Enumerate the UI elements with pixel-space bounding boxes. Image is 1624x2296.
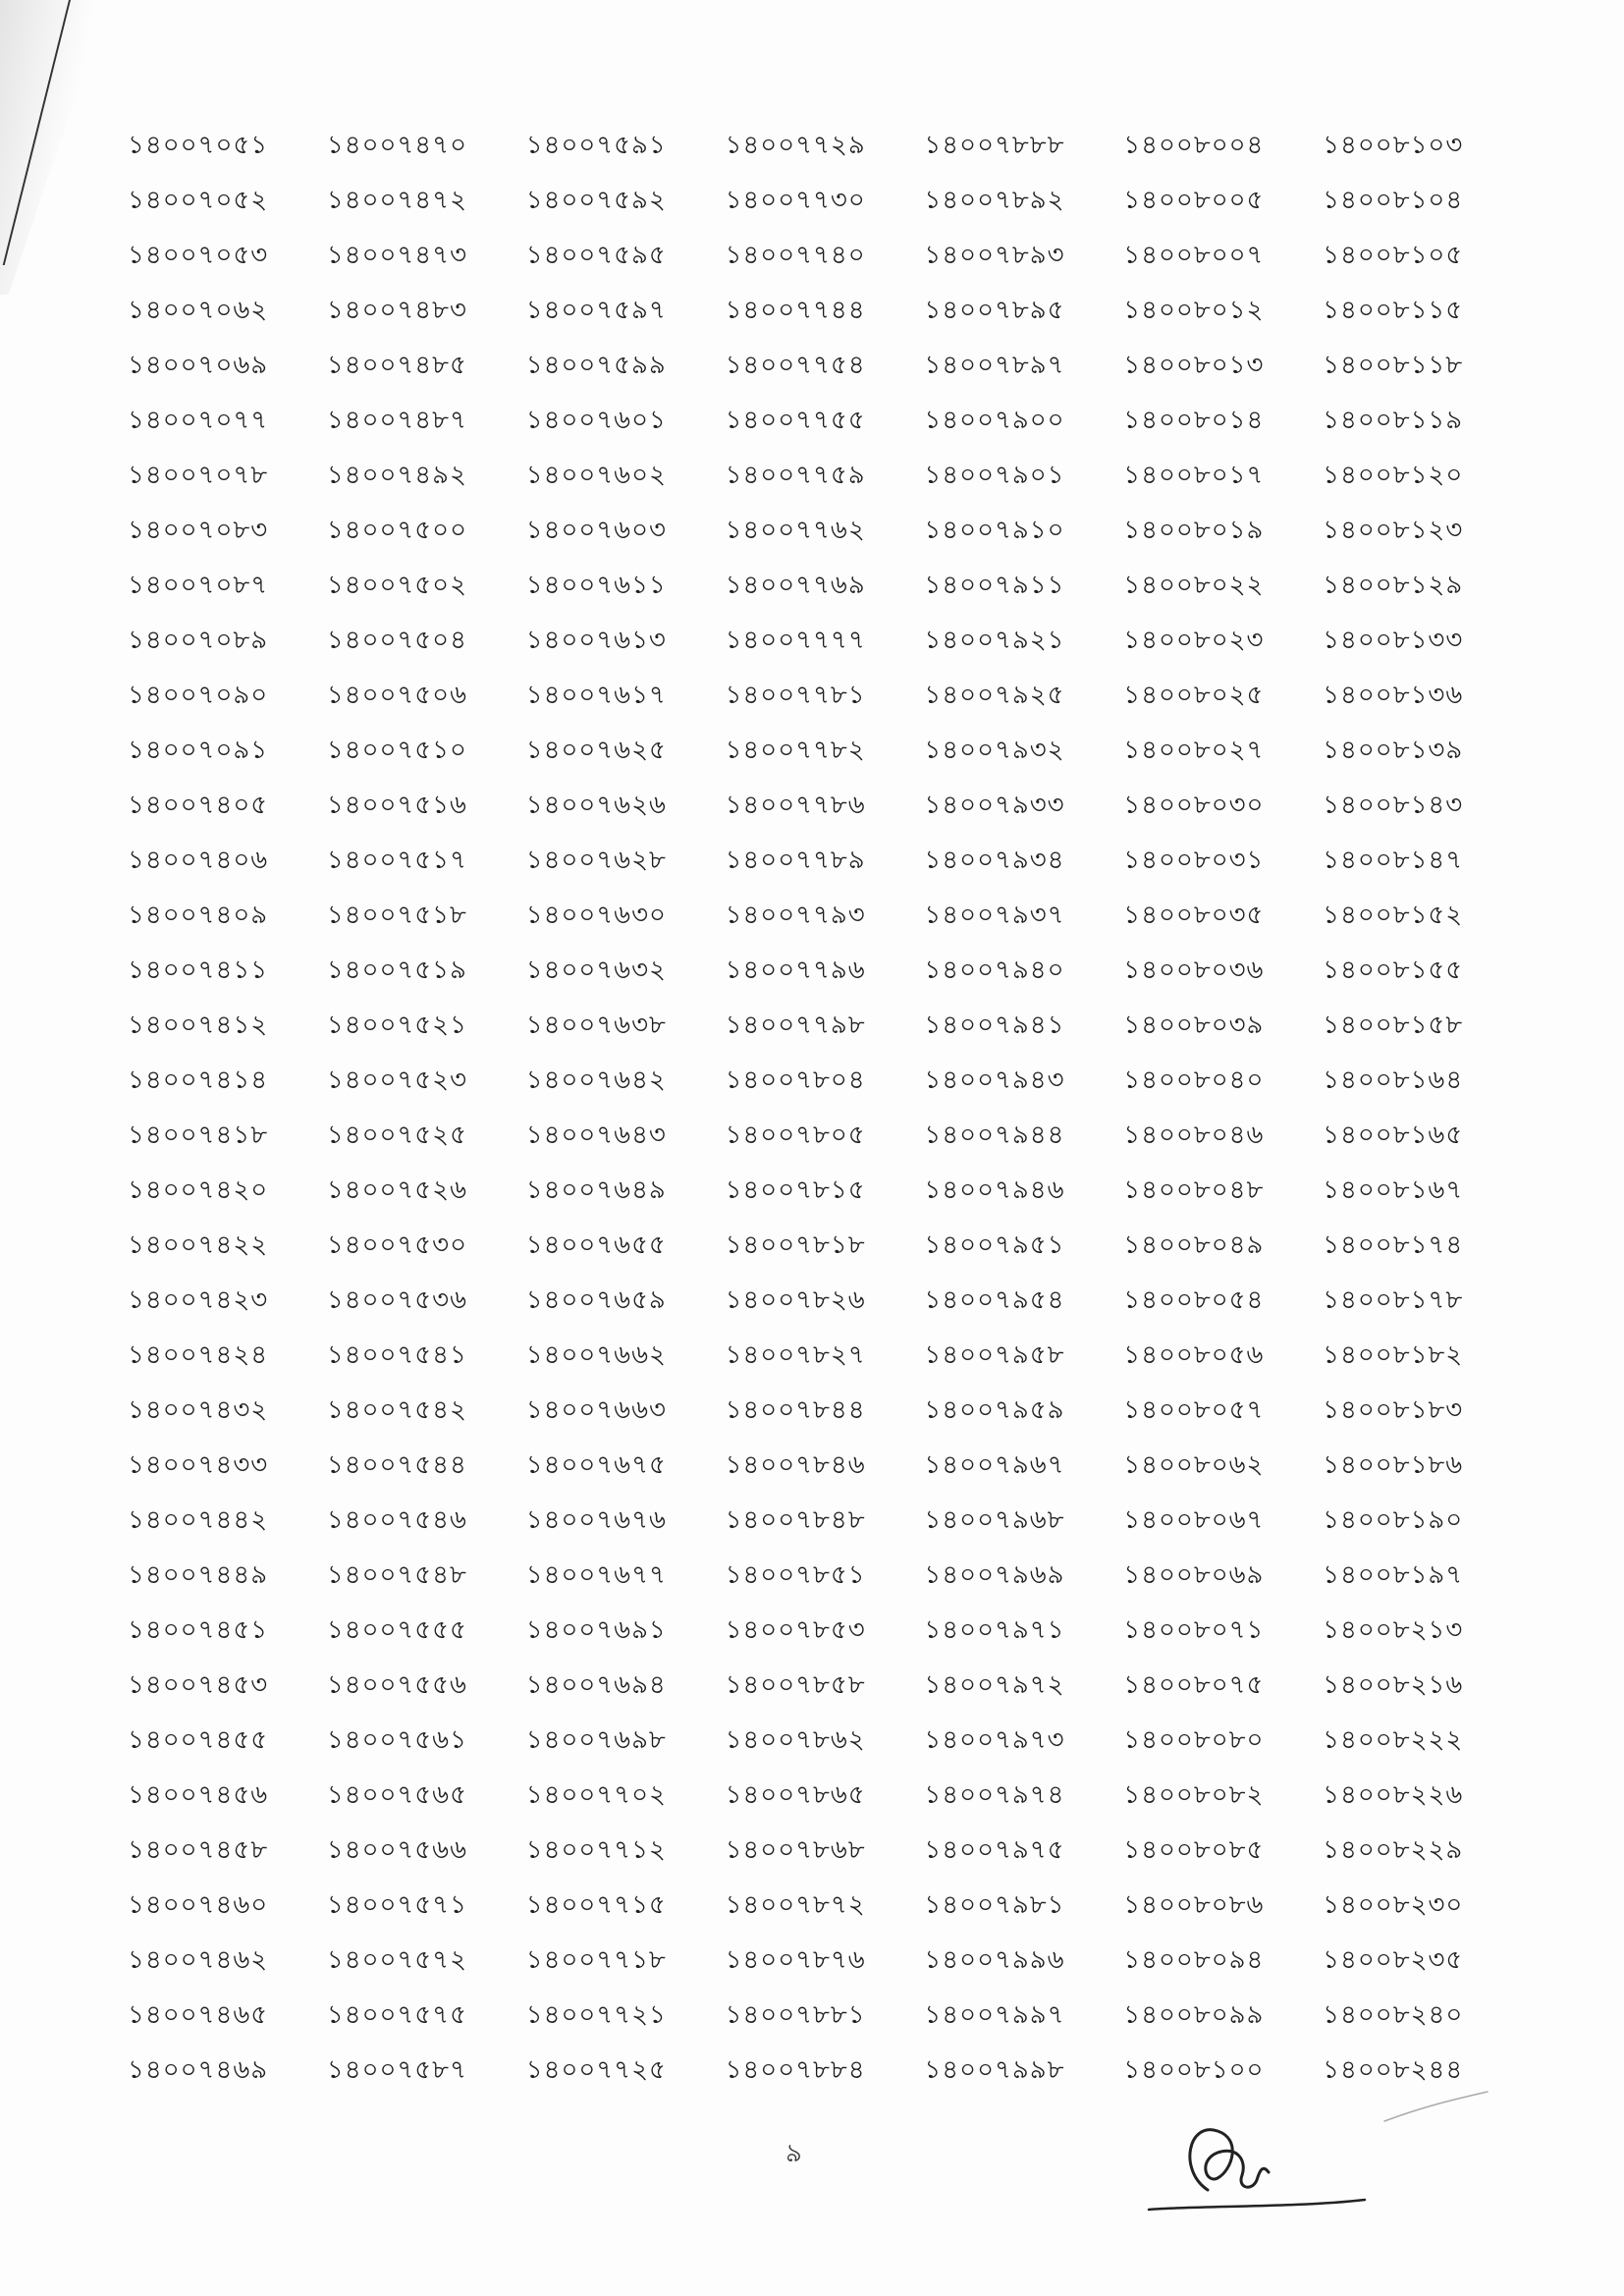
- roll-number-cell: ১৪০০৭৪৬৫: [128, 2000, 269, 2030]
- roll-number-cell: ১৪০০৭৬৯১: [525, 1615, 667, 1645]
- roll-number-cell: ১৪০০৮০৭৫: [1123, 1670, 1265, 1700]
- roll-number-cell: ১৪০০৭৯৫৪: [924, 1285, 1065, 1315]
- roll-number-cell: ১৪০০৭৫৮৭: [326, 2055, 467, 2085]
- roll-number-cell: ১৪০০৭৪১৪: [128, 1066, 269, 1095]
- roll-number-cell: ১৪০০৮০১৩: [1123, 351, 1265, 380]
- roll-number-cell: ১৪০০৭৬৭৭: [525, 1560, 667, 1590]
- roll-number-cell: ১৪০০৭৬৫৯: [525, 1285, 667, 1315]
- roll-number-cell: ১৪০০৮১০৫: [1323, 241, 1464, 270]
- roll-number-cell: ১৪০০৭০৮৩: [128, 516, 269, 545]
- roll-number-cell: ১৪০০৮১০৩: [1323, 131, 1464, 160]
- roll-number-cell: ১৪০০৭৫০৪: [326, 626, 467, 655]
- roll-number-cell: ১৪০০৭৪৫৮: [128, 1835, 269, 1865]
- roll-number-cell: ১৪০০৭৬১১: [525, 571, 667, 600]
- roll-number-cell: ১৪০০৭৮১৮: [725, 1230, 866, 1260]
- roll-number-cell: ১৪০০৭৫৫৬: [326, 1670, 467, 1700]
- roll-number-cell: ১৪০০৭৮৯৭: [924, 351, 1065, 380]
- roll-number-cell: ১৪০০৭৬২৬: [525, 791, 667, 820]
- roll-number-cell: ১৪০০৮০২৩: [1123, 626, 1265, 655]
- roll-number-cell: ১৪০০৭৬৭৫: [525, 1450, 667, 1480]
- roll-number-cell: ১৪০০৮১২০: [1323, 461, 1464, 490]
- roll-number-cell: ১৪০০৭৯৯৮: [924, 2055, 1065, 2085]
- roll-number-cell: ১৪০০৭৯২৫: [924, 681, 1065, 710]
- roll-number-cell: ১৪০০৭৫৫৫: [326, 1615, 467, 1645]
- roll-number-cell: ১৪০০৭৮৮৮: [924, 131, 1065, 160]
- roll-number-cell: ১৪০০৭০৫১: [128, 131, 269, 160]
- roll-number-cell: ১৪০০৭৪৬০: [128, 1890, 269, 1920]
- roll-number-cell: ১৪০০৭৭৯৬: [725, 956, 866, 985]
- roll-number-cell: ১৪০০৮২৪৪: [1323, 2055, 1464, 2085]
- roll-number-cell: ১৪০০৭৬৫৫: [525, 1230, 667, 1260]
- roll-number-cell: ১৪০০৭৮৬২: [725, 1725, 866, 1755]
- page-number: ৯: [785, 2139, 802, 2168]
- roll-number-cell: ১৪০০৮২৩০: [1323, 1890, 1464, 1920]
- roll-number-cell: ১৪০০৭৫০০: [326, 516, 467, 545]
- roll-number-cell: ১৪০০৭৪১৮: [128, 1121, 269, 1150]
- roll-number-cell: ১৪০০৮১৭৮: [1323, 1285, 1464, 1315]
- roll-number-cell: ১৪০০৭৫২১: [326, 1011, 467, 1040]
- roll-number-cell: ১৪০০৭৪৪৯: [128, 1560, 269, 1590]
- roll-number-cell: ১৪০০৮১৩৬: [1323, 681, 1464, 710]
- roll-number-cell: ১৪০০৭৫৯৯: [525, 351, 667, 380]
- roll-number-cell: ১৪০০৭৫০৬: [326, 681, 467, 710]
- roll-number-cell: ১৪০০৭৬৪২: [525, 1066, 667, 1095]
- roll-number-cell: ১৪০০৭৭৮১: [725, 681, 866, 710]
- roll-number-cell: ১৪০০৭৪১২: [128, 1011, 269, 1040]
- roll-number-cell: ১৪০০৭৯৭২: [924, 1670, 1065, 1700]
- roll-number-cell: ১৪০০৭৬৩০: [525, 901, 667, 930]
- roll-number-cell: ১৪০০৭৫৭২: [326, 1945, 467, 1975]
- roll-number-cell: ১৪০০৭৯৬৮: [924, 1505, 1065, 1535]
- roll-number-cell: ১৪০০৭৫৪১: [326, 1340, 467, 1370]
- roll-number-cell: ১৪০০৮১৫৫: [1323, 956, 1464, 985]
- roll-number-cell: ১৪০০৭৬১৭: [525, 681, 667, 710]
- roll-number-cell: ১৪০০৮০৮৫: [1123, 1835, 1265, 1865]
- roll-number-cell: ১৪০০৭৮৭৬: [725, 1945, 866, 1975]
- roll-number-cell: ১৪০০৭৯৪৬: [924, 1175, 1065, 1205]
- roll-number-cell: ১৪০০৮০৬৭: [1123, 1505, 1265, 1535]
- roll-number-cell: ১৪০০৭৫৬১: [326, 1725, 467, 1755]
- roll-number-cell: ১৪০০৮০৫৭: [1123, 1395, 1265, 1425]
- roll-number-cell: ১৪০০৭৪২৩: [128, 1285, 269, 1315]
- roll-number-cell: ১৪০০৭৪৫১: [128, 1615, 269, 1645]
- roll-number-cell: ১৪০০৭৫৯২: [525, 186, 667, 215]
- roll-number-cell: ১৪০০৭৪৩৩: [128, 1450, 269, 1480]
- roll-number-cell: ১৪০০৭৯৩৪: [924, 846, 1065, 875]
- roll-number-cell: ১৪০০৮০৮০: [1123, 1725, 1265, 1755]
- roll-number-cell: ১৪০০৭৯৪১: [924, 1011, 1065, 1040]
- roll-number-cell: ১৪০০৮১৬৪: [1323, 1066, 1464, 1095]
- roll-number-cell: ১৪০০৭৮৭২: [725, 1890, 866, 1920]
- roll-number-cell: ১৪০০৭৯২১: [924, 626, 1065, 655]
- roll-number-cell: ১৪০০৮১৪৩: [1323, 791, 1464, 820]
- roll-number-cell: ১৪০০৮১৭৪: [1323, 1230, 1464, 1260]
- roll-number-cell: ১৪০০৭৯০০: [924, 406, 1065, 435]
- roll-number-cell: ১৪০০৭৭৩০: [725, 186, 866, 215]
- roll-number-cell: ১৪০০৭৫১৬: [326, 791, 467, 820]
- page-fold-shadow: [0, 0, 108, 295]
- roll-number-cell: ১৪০০৭৭৭৭: [725, 626, 866, 655]
- roll-number-cell: ১৪০০৭৭৫৯: [725, 461, 866, 490]
- roll-number-cell: ১৪০০৮১৬৭: [1323, 1175, 1464, 1205]
- roll-number-cell: ১৪০০৭৭৯৮: [725, 1011, 866, 1040]
- roll-number-cell: ১৪০০৭৬০৩: [525, 516, 667, 545]
- roll-number-cell: ১৪০০৭৫৪২: [326, 1395, 467, 1425]
- roll-number-cell: ১৪০০৭৯৪৪: [924, 1121, 1065, 1150]
- roll-number-cell: ১৪০০৮২৪০: [1323, 2000, 1464, 2030]
- roll-number-cell: ১৪০০৭০৯১: [128, 736, 269, 765]
- roll-number-cell: ১৪০০৭৬৩৮: [525, 1011, 667, 1040]
- roll-number-cell: ১৪০০৭৯৭৫: [924, 1835, 1065, 1865]
- roll-number-cell: ১৪০০৭৭২৫: [525, 2055, 667, 2085]
- roll-number-cell: ১৪০০৭৯৪৩: [924, 1066, 1065, 1095]
- roll-number-cell: ১৪০০৮১৫২: [1323, 901, 1464, 930]
- roll-number-cell: ১৪০০৭৬১৩: [525, 626, 667, 655]
- roll-number-cell: ১৪০০৮০১৪: [1123, 406, 1265, 435]
- roll-number-cell: ১৪০০৭৬৪৩: [525, 1121, 667, 1150]
- roll-number-cell: ১৪০০৭৮০৪: [725, 1066, 866, 1095]
- roll-number-cell: ১৪০০৭৭৮২: [725, 736, 866, 765]
- roll-number-cell: ১৪০০৭৪৮৭: [326, 406, 467, 435]
- roll-number-cell: ১৪০০৭৭৫৫: [725, 406, 866, 435]
- roll-number-cell: ১৪০০৭৮৬৫: [725, 1780, 866, 1810]
- roll-number-cell: ১৪০০৭৯৯৭: [924, 2000, 1065, 2030]
- roll-number-cell: ১৪০০৮০২২: [1123, 571, 1265, 600]
- roll-number-cell: ১৪০০৭৯৫৯: [924, 1395, 1065, 1425]
- roll-number-cell: ১৪০০৮০৩০: [1123, 791, 1265, 820]
- roll-number-cell: ১৪০০৭০৬৯: [128, 351, 269, 380]
- roll-number-cell: ১৪০০৭৪১১: [128, 956, 269, 985]
- roll-number-cell: ১৪০০৭০৮৯: [128, 626, 269, 655]
- roll-number-cell: ১৪০০৮১৮৩: [1323, 1395, 1464, 1425]
- roll-number-cell: ১৪০০৮১২৯: [1323, 571, 1464, 600]
- roll-number-cell: ১৪০০৮০৫৪: [1123, 1285, 1265, 1315]
- roll-number-cell: ১৪০০৭৬৩২: [525, 956, 667, 985]
- roll-number-cell: ১৪০০৮০০৫: [1123, 186, 1265, 215]
- roll-number-cell: ১৪০০৭৯৯৬: [924, 1945, 1065, 1975]
- roll-number-cell: ১৪০০৭৬৯৪: [525, 1670, 667, 1700]
- roll-number-cell: ১৪০০৭৯৭৪: [924, 1780, 1065, 1810]
- roll-number-cell: ১৪০০৭৬৭৬: [525, 1505, 667, 1535]
- roll-number-cell: ১৪০০৮০০৭: [1123, 241, 1265, 270]
- roll-number-cell: ১৪০০৭৪০৫: [128, 791, 269, 820]
- roll-number-cell: ১৪০০৭৯১০: [924, 516, 1065, 545]
- roll-number-cell: ১৪০০৭৮৫৩: [725, 1615, 866, 1645]
- roll-number-cell: ১৪০০৭৬৬২: [525, 1340, 667, 1370]
- roll-number-cell: ১৪০০৮০১২: [1123, 296, 1265, 325]
- roll-number-cell: ১৪০০৭৫৭১: [326, 1890, 467, 1920]
- roll-number-cell: ১৪০০৭৬৯৮: [525, 1725, 667, 1755]
- roll-number-cell: ১৪০০৭৭৮৬: [725, 791, 866, 820]
- roll-number-cell: ১৪০০৭৭৬২: [725, 516, 866, 545]
- roll-number-cell: ১৪০০৭০৫৩: [128, 241, 269, 270]
- roll-number-cell: ১৪০০৭৬০২: [525, 461, 667, 490]
- roll-number-cell: ১৪০০৭৯৫৮: [924, 1340, 1065, 1370]
- roll-number-cell: ১৪০০৭৭৪০: [725, 241, 866, 270]
- roll-number-cell: ১৪০০৮১৯০: [1323, 1505, 1464, 1535]
- roll-number-cell: ১৪০০৮২২৬: [1323, 1780, 1464, 1810]
- roll-number-cell: ১৪০০৭৮২৬: [725, 1285, 866, 1315]
- roll-number-cell: ১৪০০৮১৮৬: [1323, 1450, 1464, 1480]
- roll-number-cell: ১৪০০৮০৪৬: [1123, 1121, 1265, 1150]
- roll-number-cell: ১৪০০৭০৯০: [128, 681, 269, 710]
- roll-number-cell: ১৪০০৮২২২: [1323, 1725, 1464, 1755]
- roll-number-cell: ১৪০০৭৮৪৪: [725, 1395, 866, 1425]
- roll-number-cell: ১৪০০৮১৪৭: [1323, 846, 1464, 875]
- roll-number-cell: ১৪০০৭০৬২: [128, 296, 269, 325]
- roll-number-cell: ১৪০০৭৮৫৮: [725, 1670, 866, 1700]
- roll-number-cell: ১৪০০৭৬২৫: [525, 736, 667, 765]
- roll-number-cell: ১৪০০৮১০০: [1123, 2055, 1265, 2085]
- roll-number-cell: ১৪০০৭৬০১: [525, 406, 667, 435]
- roll-number-cell: ১৪০০৮০৪৯: [1123, 1230, 1265, 1260]
- roll-number-cell: ১৪০০৮০১৯: [1123, 516, 1265, 545]
- roll-number-cell: ১৪০০৭৯৭৩: [924, 1725, 1065, 1755]
- roll-number-cell: ১৪০০৮০৬৯: [1123, 1560, 1265, 1590]
- roll-number-cell: ১৪০০৭৪৭৩: [326, 241, 467, 270]
- roll-number-cell: ১৪০০৮১১৯: [1323, 406, 1464, 435]
- roll-number-cell: ১৪০০৭৮৪৮: [725, 1505, 866, 1535]
- roll-number-cell: ১৪০০৭৮২৭: [725, 1340, 866, 1370]
- roll-number-cell: ১৪০০৭৫৯৫: [525, 241, 667, 270]
- roll-number-cell: ১৪০০৭৫২৩: [326, 1066, 467, 1095]
- roll-number-cell: ১৪০০৭৪২৪: [128, 1340, 269, 1370]
- roll-number-cell: ১৪০০৭৮৮৪: [725, 2055, 866, 2085]
- roll-number-cell: ১৪০০৭০৮৭: [128, 571, 269, 600]
- roll-number-cell: ১৪০০৭৫৭৫: [326, 2000, 467, 2030]
- roll-number-cell: ১৪০০৭৫৩০: [326, 1230, 467, 1260]
- roll-number-cell: ১৪০০৭৮৯২: [924, 186, 1065, 215]
- roll-number-cell: ১৪০০৭৪৬৯: [128, 2055, 269, 2085]
- roll-number-cell: ১৪০০৭৯৫১: [924, 1230, 1065, 1260]
- roll-number-cell: ১৪০০৭৯৩৭: [924, 901, 1065, 930]
- roll-number-cell: ১৪০০৭৫৪৮: [326, 1560, 467, 1590]
- roll-number-cell: ১৪০০৮০৮৬: [1123, 1890, 1265, 1920]
- roll-number-cell: ১৪০০৭৫৬৬: [326, 1835, 467, 1865]
- roll-number-cell: ১৪০০৮১০৪: [1323, 186, 1464, 215]
- roll-number-cell: ১৪০০৮১১৫: [1323, 296, 1464, 325]
- roll-number-cell: ১৪০০৭৪৫৫: [128, 1725, 269, 1755]
- roll-number-cell: ১৪০০৭৫৩৬: [326, 1285, 467, 1315]
- roll-number-cell: ১৪০০৮০২৫: [1123, 681, 1265, 710]
- roll-number-cell: ১৪০০৭৯১১: [924, 571, 1065, 600]
- roll-number-cell: ১৪০০৭৫১০: [326, 736, 467, 765]
- roll-number-cell: ১৪০০৮০১৭: [1123, 461, 1265, 490]
- roll-number-cell: ১৪০০৭৯৪০: [924, 956, 1065, 985]
- roll-number-cell: ১৪০০৮১৮২: [1323, 1340, 1464, 1370]
- roll-number-cell: ১৪০০৭৪০৬: [128, 846, 269, 875]
- roll-number-cell: ১৪০০৭৯৭১: [924, 1615, 1065, 1645]
- roll-number-cell: ১৪০০৭৬৪৯: [525, 1175, 667, 1205]
- roll-number-cell: ১৪০০৮০৪০: [1123, 1066, 1265, 1095]
- roll-number-cell: ১৪০০৭৯৬৯: [924, 1560, 1065, 1590]
- roll-number-cell: ১৪০০৭৪৩২: [128, 1395, 269, 1425]
- roll-number-cell: ১৪০০৭৪০৯: [128, 901, 269, 930]
- roll-number-cell: ১৪০০৮২১৩: [1323, 1615, 1464, 1645]
- roll-number-cell: ১৪০০৭৪৭২: [326, 186, 467, 215]
- roll-number-cell: ১৪০০৮০২৭: [1123, 736, 1265, 765]
- roll-number-cell: ১৪০০৭৯৩৩: [924, 791, 1065, 820]
- roll-number-cell: ১৪০০৮০৩১: [1123, 846, 1265, 875]
- roll-number-cell: ১৪০০৭৭০২: [525, 1780, 667, 1810]
- roll-number-cell: ১৪০০৮০৭১: [1123, 1615, 1265, 1645]
- roll-number-cell: ১৪০০৭৪৮৫: [326, 351, 467, 380]
- roll-number-cell: ১৪০০৮০৯৯: [1123, 2000, 1265, 2030]
- roll-number-table: [128, 118, 1522, 2098]
- roll-number-cell: ১৪০০৮১৩৯: [1323, 736, 1464, 765]
- roll-number-cell: ১৪০০৭৯৩২: [924, 736, 1065, 765]
- roll-number-cell: ১৪০০৭৪৫৬: [128, 1780, 269, 1810]
- roll-number-cell: ১৪০০৭৫০২: [326, 571, 467, 600]
- roll-number-cell: ১৪০০৭৪২২: [128, 1230, 269, 1260]
- roll-number-cell: ১৪০০৭৮৬৮: [725, 1835, 866, 1865]
- roll-number-cell: ১৪০০৭৫১৭: [326, 846, 467, 875]
- roll-number-cell: ১৪০০৮২১৬: [1323, 1670, 1464, 1700]
- roll-number-cell: ১৪০০৭৭১৫: [525, 1890, 667, 1920]
- roll-number-cell: ১৪০০৭৮৯৫: [924, 296, 1065, 325]
- roll-number-cell: ১৪০০৮২২৯: [1323, 1835, 1464, 1865]
- roll-number-cell: ১৪০০৮০৯৪: [1123, 1945, 1265, 1975]
- roll-number-cell: ১৪০০৭৮৮১: [725, 2000, 866, 2030]
- roll-number-cell: ১৪০০৭৭১২: [525, 1835, 667, 1865]
- roll-number-cell: ১৪০০৭৫৬৫: [326, 1780, 467, 1810]
- roll-number-cell: ১৪০০৭৭৫৪: [725, 351, 866, 380]
- roll-number-cell: ১৪০০৭৪৮৩: [326, 296, 467, 325]
- roll-number-cell: ১৪০০৭৪৪২: [128, 1505, 269, 1535]
- roll-number-cell: ১৪০০৮০৫৬: [1123, 1340, 1265, 1370]
- roll-number-cell: ১৪০০৭০৭৭: [128, 406, 269, 435]
- roll-number-cell: ১৪০০৮১৯৭: [1323, 1560, 1464, 1590]
- roll-number-cell: ১৪০০৭৮৪৬: [725, 1450, 866, 1480]
- roll-number-cell: ১৪০০৭৮১৫: [725, 1175, 866, 1205]
- roll-number-cell: ১৪০০৭৮৯৩: [924, 241, 1065, 270]
- roll-number-cell: ১৪০০৭৮৫১: [725, 1560, 866, 1590]
- roll-number-cell: ১৪০০৮০৩৫: [1123, 901, 1265, 930]
- roll-number-cell: ১৪০০৭৯০১: [924, 461, 1065, 490]
- roll-number-cell: ১৪০০৮২৩৫: [1323, 1945, 1464, 1975]
- roll-number-cell: ১৪০০৭৭৪৪: [725, 296, 866, 325]
- roll-number-cell: ১৪০০৭৪৫৩: [128, 1670, 269, 1700]
- roll-number-cell: ১৪০০৭৭৬৯: [725, 571, 866, 600]
- roll-number-cell: ১৪০০৮১৫৮: [1323, 1011, 1464, 1040]
- roll-number-cell: ১৪০০৭৫৯১: [525, 131, 667, 160]
- roll-number-cell: ১৪০০৭৫৯৭: [525, 296, 667, 325]
- roll-number-cell: ১৪০০৮০৪৮: [1123, 1175, 1265, 1205]
- signature: [1139, 2062, 1492, 2229]
- roll-number-cell: ১৪০০৭৭২৯: [725, 131, 866, 160]
- roll-number-cell: ১৪০০৭৭২১: [525, 2000, 667, 2030]
- roll-number-cell: ১৪০০৭৫৪৪: [326, 1450, 467, 1480]
- roll-number-cell: ১৪০০৮১৬৫: [1323, 1121, 1464, 1150]
- roll-number-cell: ১৪০০৭৭৮৯: [725, 846, 866, 875]
- roll-number-cell: ১৪০০৭৪৭০: [326, 131, 467, 160]
- roll-number-cell: ১৪০০৮১২৩: [1323, 516, 1464, 545]
- roll-number-cell: ১৪০০৮০৮২: [1123, 1780, 1265, 1810]
- roll-number-cell: ১৪০০৭০৭৮: [128, 461, 269, 490]
- roll-number-cell: ১৪০০৭৪২০: [128, 1175, 269, 1205]
- roll-number-cell: ১৪০০৭০৫২: [128, 186, 269, 215]
- roll-number-cell: ১৪০০৭৯৮১: [924, 1890, 1065, 1920]
- roll-number-cell: ১৪০০৮০৩৬: [1123, 956, 1265, 985]
- roll-number-cell: ১৪০০৮০৩৯: [1123, 1011, 1265, 1040]
- roll-number-cell: ১৪০০৭৭৯৩: [725, 901, 866, 930]
- roll-number-cell: ১৪০০৮১১৮: [1323, 351, 1464, 380]
- roll-number-cell: ১৪০০৭৫১৯: [326, 956, 467, 985]
- roll-number-cell: ১৪০০৭৪৯২: [326, 461, 467, 490]
- roll-number-cell: ১৪০০৭৫২৬: [326, 1175, 467, 1205]
- roll-number-cell: ১৪০০৭৫৪৬: [326, 1505, 467, 1535]
- roll-number-cell: ১৪০০৭৮০৫: [725, 1121, 866, 1150]
- roll-number-cell: ১৪০০৭৪৬২: [128, 1945, 269, 1975]
- roll-number-cell: ১৪০০৮০০৪: [1123, 131, 1265, 160]
- roll-number-cell: ১৪০০৮১৩৩: [1323, 626, 1464, 655]
- roll-number-cell: ১৪০০৭৫২৫: [326, 1121, 467, 1150]
- roll-number-cell: ১৪০০৭৬২৮: [525, 846, 667, 875]
- roll-number-cell: ১৪০০৭৬৬৩: [525, 1395, 667, 1425]
- roll-number-cell: ১৪০০৭৯৬৭: [924, 1450, 1065, 1480]
- roll-number-cell: ১৪০০৭৫১৮: [326, 901, 467, 930]
- roll-number-cell: ১৪০০৮০৬২: [1123, 1450, 1265, 1480]
- roll-number-cell: ১৪০০৭৭১৮: [525, 1945, 667, 1975]
